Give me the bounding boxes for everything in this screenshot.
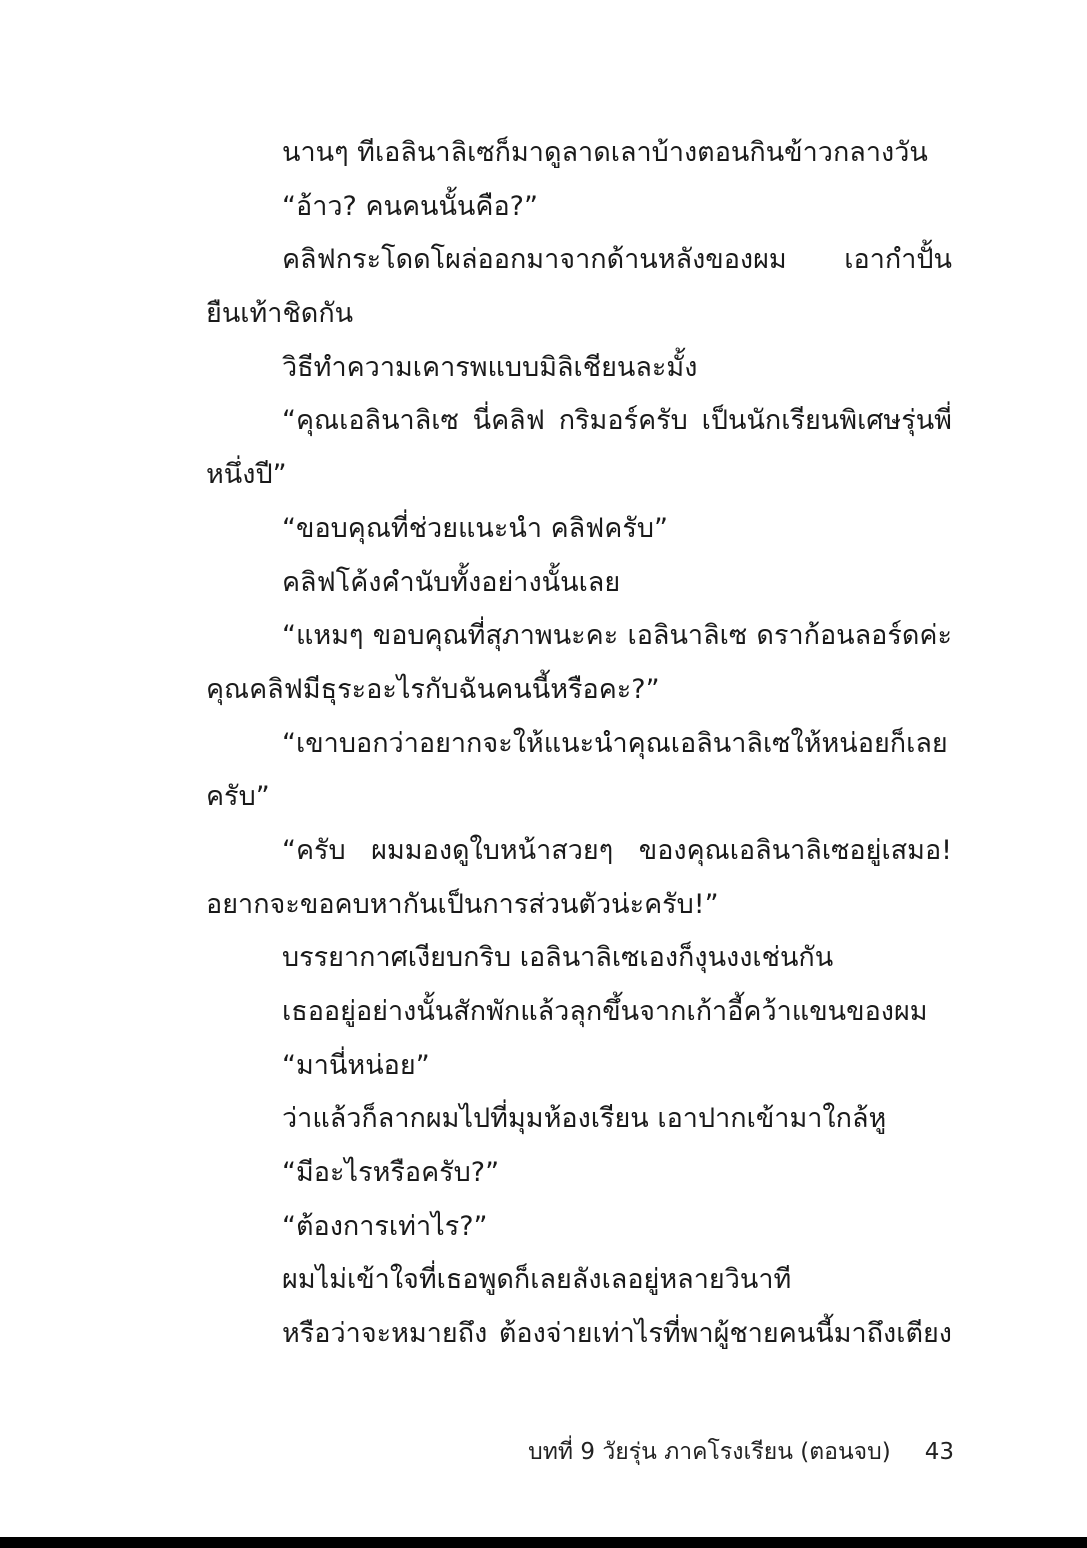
- body-text: [206, 126, 952, 1361]
- text-line: ว่าแล้วก็ลากผมไปที่มุมห้องเรียน เอาปากเข้ามาใกล้หู: [282, 1103, 887, 1135]
- text-line: หรือว่าจะหมายถึง ต้องจ่ายเท่าไรที่พาผู้ชายคนนี้มาถึงเตียง: [282, 1318, 952, 1350]
- text-line: คลิฟกระโดดโผล่ออกมาจากด้านหลังของผม เอากำปั้น: [282, 244, 952, 276]
- text-line: “ครับ ผมมองดูใบหน้าสวยๆ ของคุณเอลินาลิเซอยู่เสมอ!: [282, 834, 952, 866]
- bottom-edge-bar: [0, 1537, 1087, 1548]
- text-line: “เขาบอกว่าอยากจะให้แนะนำคุณเอลินาลิเซให้หน่อยก็เลย: [282, 727, 948, 759]
- text-line: “มานี่หน่อย”: [282, 1049, 430, 1081]
- text-line: “มีอะไรหรือครับ?”: [282, 1157, 500, 1189]
- text-line: “คุณเอลินาลิเซ นี่คลิฟ กริมอร์ครับ เป็นนักเรียนพิเศษรุ่นพี่: [282, 405, 952, 437]
- text-line: “ต้องการเท่าไร?”: [282, 1210, 488, 1242]
- text-line: คุณคลิฟมีธุระอะไรกับฉันคนนี้หรือคะ?”: [206, 673, 660, 705]
- text-line: นานๆ ทีเอลินาลิเซก็มาดูลาดเลาบ้างตอนกินข้าวกลางวัน: [282, 137, 928, 168]
- text-line: ยืนเท้าชิดกัน: [206, 298, 354, 330]
- text-line: หนึ่งปี”: [206, 459, 287, 491]
- text-line: “แหมๆ ขอบคุณที่สุภาพนะคะ เอลินาลิเซ ดราก้อนลอร์ดค่ะ: [282, 620, 952, 652]
- text-line: เธออยู่อย่างนั้นสักพักแล้วลุกขึ้นจากเก้าอี้คว้าแขนของผม: [282, 996, 928, 1027]
- text-line: “อ้าว? คนคนนั้นคือ?”: [282, 190, 538, 222]
- chapter-title: บทที่ 9 วัยรุ่น ภาคโรงเรียน (ตอนจบ): [528, 1439, 891, 1465]
- text-line: “ขอบคุณที่ช่วยแนะนำ คลิฟครับ”: [282, 512, 668, 544]
- text-line: คลิฟโค้งคำนับทั้งอย่างนั้นเลย: [282, 566, 621, 598]
- text-line: ครับ”: [206, 781, 270, 813]
- text-line: วิธีทำความเคารพแบบมิลิเชียนละมั้ง: [282, 351, 698, 383]
- text-line: ผมไม่เข้าใจที่เธอพูดก็เลยลังเลอยู่หลายวินาที: [282, 1264, 792, 1296]
- text-line: บรรยากาศเงียบกริบ เอลินาลิเซเองก็งุนงงเช่นกัน: [282, 942, 834, 974]
- text-line: อยากจะขอคบหากันเป็นการส่วนตัวน่ะครับ!”: [206, 888, 719, 920]
- page-number: 43: [924, 1439, 954, 1465]
- page-footer: [520, 1432, 954, 1472]
